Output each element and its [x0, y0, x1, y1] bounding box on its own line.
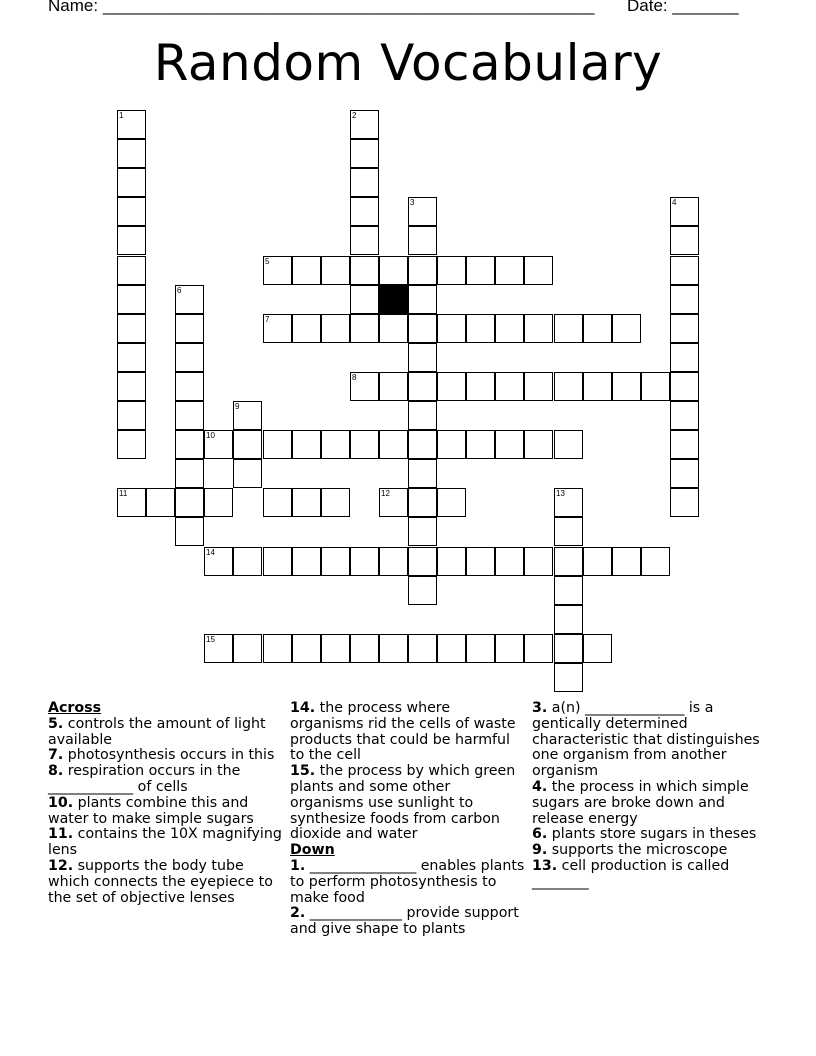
grid-cell[interactable] [379, 256, 408, 285]
grid-cell[interactable] [321, 634, 350, 663]
grid-cell[interactable] [437, 488, 466, 517]
clue-number-label: 8. [48, 763, 64, 780]
grid-cell[interactable] [554, 547, 583, 576]
grid-cell[interactable] [670, 488, 699, 517]
grid-cell[interactable] [204, 430, 233, 459]
across-heading: Across [48, 700, 102, 716]
clue-number: 6 [177, 286, 182, 295]
grid-cell[interactable] [524, 547, 553, 576]
clue-number-label: 1. [290, 857, 306, 874]
clue-number-label: 6. [532, 826, 548, 843]
grid-cell[interactable] [466, 314, 495, 343]
grid-cell[interactable] [524, 256, 553, 285]
clue-number-label: 9. [532, 842, 548, 859]
clue-number: 8 [352, 373, 357, 382]
grid-cell[interactable] [554, 372, 583, 401]
grid-cell[interactable] [554, 517, 583, 546]
clue-text: controls the amount of light available [48, 715, 266, 748]
grid-cell[interactable] [495, 372, 524, 401]
grid-cell[interactable] [117, 372, 146, 401]
grid-cell[interactable] [466, 634, 495, 663]
grid-cell[interactable] [495, 314, 524, 343]
grid-cell[interactable] [117, 343, 146, 372]
grid-cell[interactable] [379, 372, 408, 401]
date-label: Date: [627, 0, 668, 15]
clue-number: 12 [381, 489, 390, 498]
clue-text: _____________ provide support and give shape to plants [290, 905, 519, 938]
grid-cell[interactable] [641, 372, 670, 401]
grid-cell[interactable] [612, 547, 641, 576]
grid-cell[interactable] [350, 634, 379, 663]
grid-cell[interactable] [408, 488, 437, 517]
name-blank[interactable]: ____________________________________________________ [102, 0, 595, 15]
clue-number-label: 3. [532, 700, 548, 716]
grid-cell[interactable] [437, 314, 466, 343]
across-clue-list-1 [48, 717, 284, 907]
grid-cell[interactable] [379, 314, 408, 343]
grid-cell[interactable] [554, 634, 583, 663]
down-heading: Down [290, 842, 335, 859]
clue-item [48, 859, 284, 906]
clue-number: 10 [206, 431, 215, 440]
clue-text: plants store sugars in theses [547, 826, 757, 843]
grid-cell[interactable] [408, 285, 437, 314]
clue-item [48, 748, 284, 764]
grid-cell[interactable] [670, 372, 699, 401]
grid-cell[interactable] [117, 401, 146, 430]
clue-number-label: 13. [532, 857, 558, 874]
clue-item [48, 796, 284, 828]
grid-cell[interactable] [292, 256, 321, 285]
grid-cell[interactable] [466, 372, 495, 401]
grid-cell[interactable] [554, 314, 583, 343]
clue-number: 11 [119, 489, 128, 498]
grid-cell[interactable] [321, 314, 350, 343]
grid-cell[interactable] [233, 459, 262, 488]
grid-cell[interactable] [437, 372, 466, 401]
grid-cell[interactable] [263, 256, 292, 285]
grid-cell[interactable] [350, 197, 379, 226]
grid-cell[interactable] [233, 401, 262, 430]
clue-number-label: 2. [290, 905, 306, 922]
grid-cell[interactable] [670, 459, 699, 488]
grid-cell[interactable] [117, 256, 146, 285]
grid-cell[interactable] [292, 634, 321, 663]
grid-cell[interactable] [583, 634, 612, 663]
clue-number: 3 [410, 198, 415, 207]
grid-cell[interactable] [146, 488, 175, 517]
grid-cell[interactable] [292, 314, 321, 343]
clue-text: contains the 10X magnifying lens [48, 826, 282, 859]
clue-item [290, 859, 526, 906]
grid-cell[interactable] [554, 488, 583, 517]
clue-text: a(n) ______________ is a gentically determined characteristic that distinguishes one organism from another organism [532, 700, 760, 780]
grid-cell[interactable] [321, 430, 350, 459]
clue-text: plants combine this and water to make simple sugars [48, 794, 254, 827]
grid-cell[interactable] [233, 634, 262, 663]
grid-cell[interactable] [175, 372, 204, 401]
grid-cell[interactable] [437, 634, 466, 663]
grid-cell[interactable] [175, 430, 204, 459]
black-square [379, 285, 408, 314]
clue-item [48, 717, 284, 749]
grid-cell[interactable] [466, 430, 495, 459]
clue-text: photosynthesis occurs in this [63, 747, 275, 764]
clues-column-1 [48, 701, 284, 906]
grid-cell[interactable] [321, 488, 350, 517]
grid-cell[interactable] [350, 168, 379, 197]
grid-cell[interactable] [408, 430, 437, 459]
clue-number: 4 [672, 198, 677, 207]
clue-item [532, 780, 768, 827]
grid-cell[interactable] [117, 314, 146, 343]
grid-cell[interactable] [408, 314, 437, 343]
grid-cell[interactable] [292, 488, 321, 517]
grid-cell[interactable] [408, 576, 437, 605]
grid-cell[interactable] [554, 576, 583, 605]
clues-column-3 [532, 701, 768, 891]
grid-cell[interactable] [175, 285, 204, 314]
grid-cell[interactable] [321, 256, 350, 285]
grid-cell[interactable] [233, 547, 262, 576]
clue-text: the process by which green plants and some other organisms use sunlight to synthesize foods from carbon dioxide and water [290, 763, 516, 843]
grid-cell[interactable] [670, 430, 699, 459]
clue-text: the process where organisms rid the cells of waste products that could be harmful to the cell [290, 700, 516, 764]
grid-cell[interactable] [263, 314, 292, 343]
clue-text: the process in which simple sugars are broke down and release energy [532, 778, 749, 827]
grid-cell[interactable] [408, 256, 437, 285]
clue-number: 13 [556, 489, 565, 498]
clue-number: 1 [119, 111, 124, 120]
down-clue-list-2 [532, 701, 768, 891]
grid-cell[interactable] [204, 634, 233, 663]
grid-cell[interactable] [408, 547, 437, 576]
clue-number-label: 10. [48, 794, 74, 811]
clue-text: _______________ enables plants to perform photosynthesis to make food [290, 857, 525, 906]
grid-cell[interactable] [524, 314, 553, 343]
grid-cell[interactable] [175, 459, 204, 488]
grid-cell[interactable] [350, 139, 379, 168]
grid-cell[interactable] [379, 634, 408, 663]
grid-cell[interactable] [408, 634, 437, 663]
grid-cell[interactable] [175, 401, 204, 430]
grid-cell[interactable] [408, 343, 437, 372]
clues-column-2 [290, 701, 526, 938]
grid-cell[interactable] [670, 343, 699, 372]
clue-item [532, 701, 768, 780]
clue-number-label: 4. [532, 778, 548, 795]
grid-cell[interactable] [263, 634, 292, 663]
grid-cell[interactable] [117, 168, 146, 197]
grid-cell[interactable] [583, 314, 612, 343]
clue-item [290, 701, 526, 764]
page-title: Random Vocabulary [153, 34, 663, 92]
grid-cell[interactable] [408, 372, 437, 401]
grid-cell[interactable] [670, 226, 699, 255]
grid-cell[interactable] [175, 488, 204, 517]
grid-cell[interactable] [495, 634, 524, 663]
grid-cell[interactable] [292, 430, 321, 459]
grid-cell[interactable] [466, 256, 495, 285]
grid-cell[interactable] [204, 547, 233, 576]
clue-number-label: 12. [48, 857, 74, 874]
grid-cell[interactable] [524, 634, 553, 663]
grid-cell[interactable] [263, 547, 292, 576]
grid-cell[interactable] [408, 459, 437, 488]
clue-item [532, 827, 768, 843]
name-label: Name: [48, 0, 99, 15]
grid-cell[interactable] [175, 314, 204, 343]
clue-item [532, 843, 768, 859]
clue-number-label: 5. [48, 715, 64, 732]
grid-cell[interactable] [175, 343, 204, 372]
grid-cell[interactable] [670, 314, 699, 343]
clue-text: cell production is called ________ [532, 857, 730, 890]
clue-item [290, 764, 526, 843]
grid-cell[interactable] [524, 430, 553, 459]
grid-cell[interactable] [263, 430, 292, 459]
grid-cell[interactable] [554, 605, 583, 634]
clue-item [290, 906, 526, 938]
grid-cell[interactable] [408, 401, 437, 430]
grid-cell[interactable] [292, 547, 321, 576]
grid-cell[interactable] [350, 314, 379, 343]
clue-number: 9 [235, 402, 240, 411]
grid-cell[interactable] [350, 372, 379, 401]
clue-number-label: 15. [290, 763, 316, 780]
grid-cell[interactable] [117, 110, 146, 139]
grid-cell[interactable] [583, 372, 612, 401]
grid-cell[interactable] [379, 430, 408, 459]
grid-cell[interactable] [554, 430, 583, 459]
grid-cell[interactable] [117, 285, 146, 314]
grid-cell[interactable] [350, 430, 379, 459]
clue-number-label: 14. [290, 700, 316, 716]
across-clue-list-2 [290, 701, 526, 843]
clue-number: 14 [206, 548, 215, 557]
grid-cell[interactable] [495, 547, 524, 576]
grid-cell[interactable] [554, 663, 583, 692]
clue-item [48, 764, 284, 796]
grid-cell[interactable] [408, 197, 437, 226]
grid-cell[interactable] [408, 226, 437, 255]
grid-cell[interactable] [379, 547, 408, 576]
grid-cell[interactable] [233, 430, 262, 459]
grid-cell[interactable] [437, 547, 466, 576]
grid-cell[interactable] [321, 547, 350, 576]
grid-cell[interactable] [350, 285, 379, 314]
grid-cell[interactable] [524, 372, 553, 401]
grid-cell[interactable] [495, 430, 524, 459]
grid-cell[interactable] [612, 314, 641, 343]
grid-cell[interactable] [117, 430, 146, 459]
grid-cell[interactable] [350, 256, 379, 285]
grid-cell[interactable] [670, 256, 699, 285]
grid-cell[interactable] [117, 197, 146, 226]
clue-item [532, 859, 768, 891]
clue-number-label: 7. [48, 747, 64, 764]
grid-cell[interactable] [117, 488, 146, 517]
grid-cell[interactable] [175, 517, 204, 546]
grid-cell[interactable] [117, 226, 146, 255]
clue-number-label: 11. [48, 826, 74, 843]
grid-cell[interactable] [670, 285, 699, 314]
clue-number: 15 [206, 635, 215, 644]
clue-number: 5 [265, 257, 270, 266]
grid-cell[interactable] [670, 401, 699, 430]
grid-cell[interactable] [670, 197, 699, 226]
date-blank[interactable]: _______ [672, 0, 739, 15]
grid-cell[interactable] [263, 488, 292, 517]
grid-cell[interactable] [437, 256, 466, 285]
grid-cell[interactable] [495, 256, 524, 285]
clue-text: respiration occurs in the ____________ of cells [48, 763, 241, 795]
grid-cell[interactable] [612, 372, 641, 401]
grid-cell[interactable] [117, 139, 146, 168]
grid-cell[interactable] [466, 547, 495, 576]
grid-cell[interactable] [641, 547, 670, 576]
grid-cell[interactable] [379, 488, 408, 517]
grid-cell[interactable] [350, 110, 379, 139]
grid-cell[interactable] [408, 517, 437, 546]
grid-cell[interactable] [350, 547, 379, 576]
clue-text: supports the body tube which connects the eyepiece to the set of objective lenses [48, 857, 273, 906]
grid-cell[interactable] [204, 488, 233, 517]
down-clue-list-1 [290, 859, 526, 938]
grid-cell[interactable] [350, 226, 379, 255]
clue-number: 7 [265, 315, 270, 324]
clue-item [48, 827, 284, 859]
grid-cell[interactable] [437, 430, 466, 459]
clue-text: supports the microscope [547, 842, 728, 859]
grid-cell[interactable] [583, 547, 612, 576]
clue-number: 2 [352, 111, 357, 120]
